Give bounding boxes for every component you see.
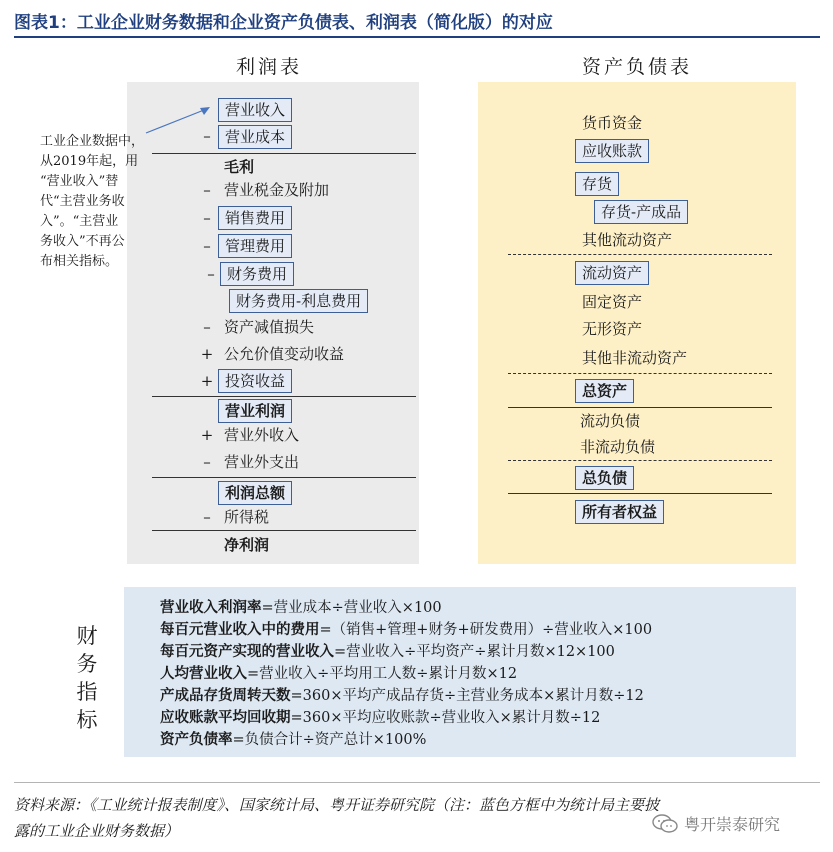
- metric-name: 每百元资产实现的营业收入: [160, 643, 334, 660]
- note-line: 代“主营业务收: [40, 194, 125, 209]
- income-sign-taxes: –: [203, 181, 211, 199]
- balance-item-owners-equity: 所有者权益: [575, 500, 664, 524]
- source-line: 露的工业企业财务数据）: [14, 822, 180, 840]
- income-sign-admin-expense: –: [203, 237, 211, 255]
- metric-name: 应收账款平均回收期: [160, 709, 291, 726]
- income-item-operating-cost: 营业成本: [218, 125, 292, 149]
- income-sign-fair-value: +: [200, 345, 214, 363]
- balance-item-current-assets: 流动资产: [575, 261, 649, 285]
- balance-divider-3: [508, 407, 772, 408]
- metric-formula: =营业成本÷营业收入×100: [261, 600, 442, 616]
- income-item-taxes-surcharges: 营业税金及附加: [224, 181, 330, 199]
- metric-name: 资产负债率: [160, 731, 233, 748]
- income-divider-1: [152, 153, 416, 154]
- income-item-gross-profit: 毛利: [224, 158, 255, 176]
- metric-debt-to-asset-ratio: [160, 730, 426, 750]
- income-item-net-profit: 净利润: [224, 536, 270, 554]
- income-item-income-tax: 所得税: [224, 508, 270, 526]
- label-char: 务: [76, 652, 98, 676]
- watermark: [652, 812, 780, 835]
- metric-operating-margin: [160, 598, 442, 618]
- source-line: 资料来源：《工业统计报表制度》、国家统计局、粤开证券研究院（注：蓝色方框中为统计局主要披: [14, 796, 660, 814]
- income-item-fair-value-gain: 公允价值变动收益: [224, 345, 345, 363]
- income-divider-2: [152, 396, 416, 397]
- income-sign-income-tax: –: [203, 508, 211, 526]
- wechat-icon: [652, 814, 678, 834]
- income-sign-nonop-expense: –: [203, 453, 211, 471]
- balance-item-accounts-receivable: 应收账款: [575, 139, 649, 163]
- balance-divider-2: [508, 373, 772, 374]
- footer-rule: [14, 782, 820, 783]
- note-line: 从2019年起，用: [40, 154, 139, 169]
- income-item-nonoperating-expense: 营业外支出: [224, 453, 300, 471]
- balance-item-other-current-assets: 其他流动资产: [582, 231, 673, 249]
- metric-formula: =360×平均产成品存货÷主营业务成本×累计月数÷12: [290, 688, 644, 704]
- metric-formula: =360×平均应收账款÷营业收入×累计月数÷12: [290, 710, 601, 726]
- revenue-definition-note: [40, 132, 162, 272]
- figure-title: 图表1：工业企业财务数据和企业资产负债表、利润表（简化版）的对应: [14, 13, 553, 33]
- metric-formula: =营业收入÷平均资产÷累计月数×12×100: [334, 644, 615, 660]
- note-line: 工业企业数据中，: [40, 134, 145, 149]
- balance-item-inventory: 存货: [575, 172, 619, 196]
- metric-formula: =负债合计÷资产总计×100%: [232, 732, 427, 748]
- income-item-interest-expense: 财务费用-利息费用: [229, 289, 368, 313]
- note-line: 布相关指标。: [40, 254, 119, 269]
- metric-expense-per-100-revenue: [160, 620, 652, 640]
- metric-revenue-per-100-assets: [160, 642, 615, 662]
- metric-receivables-collection-period: [160, 708, 600, 728]
- metric-formula: =（销售+管理+财务+研发费用）÷营业收入×100: [319, 622, 653, 638]
- metric-revenue-per-employee: [160, 664, 517, 684]
- income-sign-operating-cost: –: [203, 127, 211, 145]
- metric-name: 营业收入利润率: [160, 599, 262, 616]
- balance-item-total-liabilities: 总负债: [575, 466, 634, 490]
- balance-sheet-heading: 资产负债表: [582, 56, 693, 78]
- note-line: 务收入”不再公: [40, 234, 125, 249]
- income-sign-investment: +: [200, 372, 214, 390]
- metric-name: 人均营业收入: [160, 665, 247, 682]
- balance-item-other-noncurrent-assets: 其他非流动资产: [582, 349, 688, 367]
- income-sign-finance-expense: –: [207, 265, 215, 283]
- metric-name: 产成品存货周转天数: [160, 687, 291, 704]
- label-char: 财: [76, 624, 98, 648]
- balance-divider-4: [508, 460, 772, 461]
- balance-item-noncurrent-liabilities: 非流动负债: [580, 438, 656, 456]
- income-divider-3: [152, 477, 416, 478]
- balance-item-total-assets: 总资产: [575, 379, 634, 403]
- label-char: 指: [76, 680, 98, 704]
- balance-item-current-liabilities: 流动负债: [580, 412, 641, 430]
- label-char: 标: [76, 708, 98, 732]
- metric-name: 每百元营业收入中的费用: [160, 621, 320, 638]
- income-item-selling-expense: 销售费用: [218, 206, 292, 230]
- metric-finished-goods-turnover-days: [160, 686, 644, 706]
- income-item-asset-impairment: 资产减值损失: [224, 318, 315, 336]
- income-item-operating-revenue: 营业收入: [218, 98, 292, 122]
- income-sign-impairment: –: [203, 318, 211, 336]
- income-divider-4: [152, 530, 416, 531]
- income-item-admin-expense: 管理费用: [218, 234, 292, 258]
- balance-divider-5: [508, 493, 772, 494]
- income-item-nonoperating-income: 营业外收入: [224, 426, 300, 444]
- balance-divider-1: [508, 254, 772, 255]
- note-line: 入”。“主营业: [40, 214, 119, 229]
- note-line: “营业收入”替: [40, 174, 119, 189]
- balance-item-cash: 货币资金: [582, 114, 643, 132]
- income-item-operating-profit: 营业利润: [218, 399, 292, 423]
- balance-item-finished-goods: 存货-产成品: [594, 200, 688, 224]
- metric-formula: =营业收入÷平均用工人数÷累计月数×12: [247, 666, 518, 682]
- note-arrow: [140, 100, 220, 140]
- income-item-investment-income: 投资收益: [218, 369, 292, 393]
- income-item-total-profit: 利润总额: [218, 481, 292, 505]
- income-sign-selling-expense: –: [203, 209, 211, 227]
- income-sign-nonop-income: +: [200, 426, 214, 444]
- watermark-text: 粤开崇泰研究: [684, 815, 781, 834]
- income-statement-heading: 利润表: [236, 56, 303, 78]
- financial-indicators-label: [72, 622, 102, 734]
- balance-item-intangible-assets: 无形资产: [582, 320, 643, 338]
- balance-item-fixed-assets: 固定资产: [582, 293, 643, 311]
- title-rule: [14, 36, 820, 38]
- income-item-finance-expense: 财务费用: [220, 262, 294, 286]
